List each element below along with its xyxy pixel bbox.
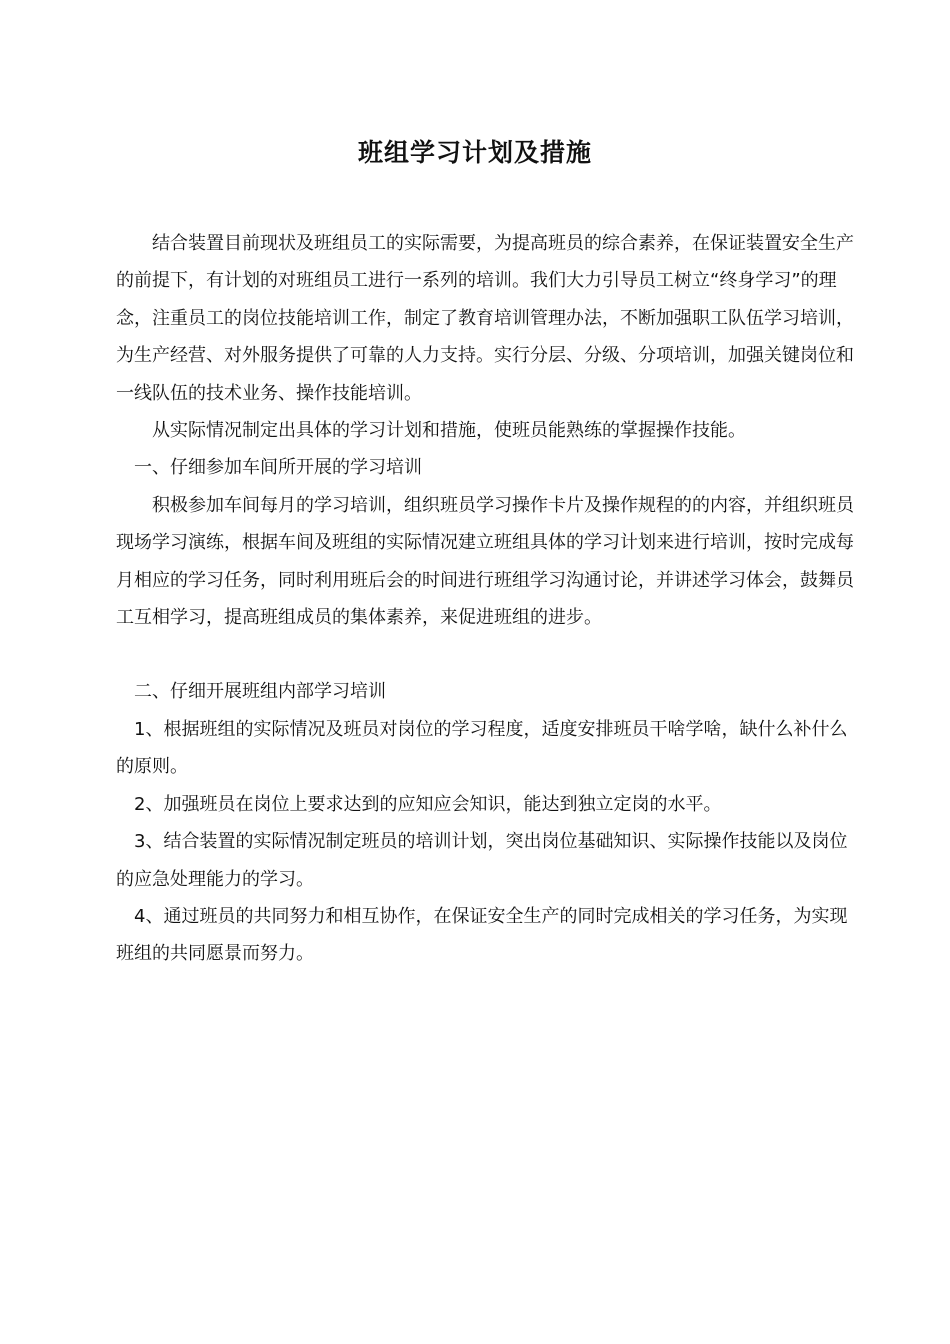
intro-paragraph: 结合装置目前现状及班组员工的实际需要，为提高班员的综合素养，在保证装置安全生产的前提下，有计划的对班组员工进行一系列的培训。我们大力引导员工树立“终身学习”的理念，注重员工的岗位技能培训工作，制定了教育培训管理办法，不断加强职工队伍学习培训，为生产经营、对外服务提供了可靠的人力支持。实行分层、分级、分项培训，加强关键岗位和一线队伍的技术业务、操作技能培训。	[116, 233, 854, 404]
list-item-2: 2、加强班员在岗位上要求达到的应知应会知识，能达到独立定岗的水平。	[134, 793, 722, 815]
plan-paragraph: 从实际情况制定出具体的学习计划和措施，使班员能熟练的掌握操作技能。	[152, 420, 746, 442]
section-heading-2: 二、仔细开展班组内部学习培训	[134, 681, 386, 703]
document-title: 班组学习计划及措施	[357, 138, 592, 167]
document-body	[116, 225, 856, 973]
list-item-4: 4、通过班员的共同努力和相互协作，在保证安全生产的同时完成相关的学习任务，为实现班组的共同愿景而努力。	[116, 905, 848, 965]
list-item-1: 1、根据班组的实际情况及班员对岗位的学习程度，适度安排班员干啥学啥，缺什么补什么的原则。	[116, 718, 848, 778]
section-heading-1: 一、仔细参加车间所开展的学习培训	[134, 457, 422, 479]
section-1-paragraph: 积极参加车间每月的学习培训，组织班员学习操作卡片及操作规程的的内容，并组织班员现场学习演练，根据车间及班组的实际情况建立班组具体的学习计划来进行培训，按时完成每月相应的学习任务，同时利用班后会的时间进行班组学习沟通讨论，并讲述学习体会，鼓舞员工互相学习，提高班组成员的集体素养，来促进班组的进步。	[116, 494, 854, 629]
list-item-3: 3、结合装置的实际情况制定班员的培训计划，突出岗位基础知识、实际操作技能以及岗位的应急处理能力的学习。	[116, 831, 848, 890]
